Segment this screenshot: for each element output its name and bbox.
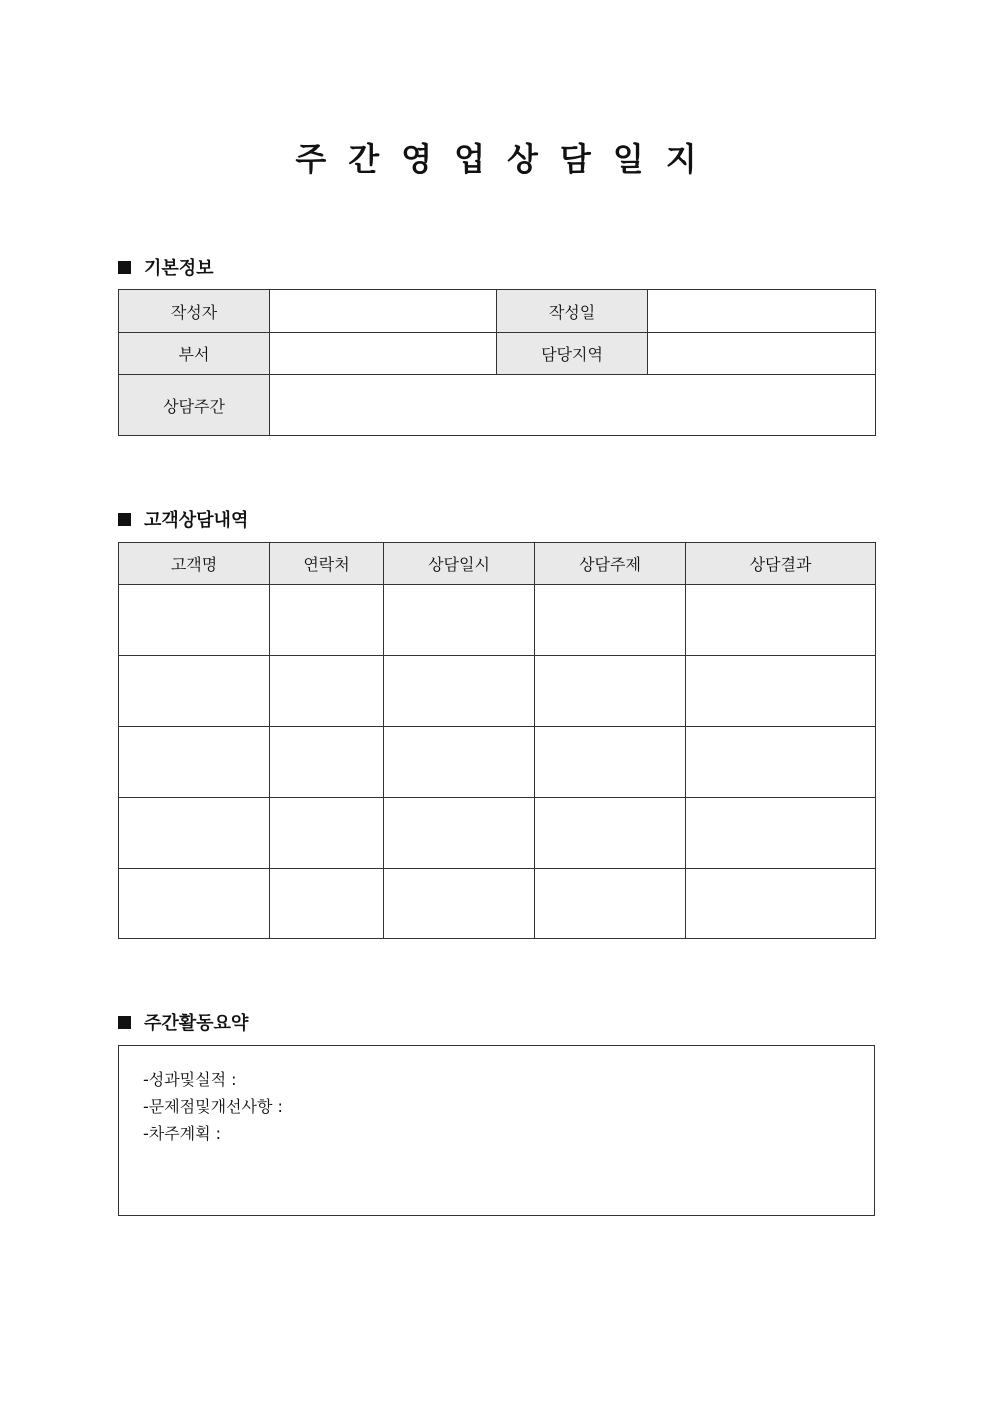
table-cell[interactable] [270,798,384,869]
table-cell[interactable] [535,656,686,727]
section-title-basic: 기본정보 [144,258,214,279]
date-field[interactable] [648,290,876,333]
section-title-customers: 고객상담내역 [144,510,249,531]
table-cell[interactable] [686,798,876,869]
table-cell[interactable] [270,585,384,656]
square-bullet-icon [118,261,131,274]
section-heading-customers [118,506,248,532]
section-title-summary: 주간활동요약 [144,1013,249,1034]
table-cell[interactable] [119,585,270,656]
summary-line-next-plan: -차주계획 : [143,1124,222,1143]
summary-box[interactable] [118,1045,875,1216]
region-field[interactable] [648,333,876,375]
table-cell[interactable] [270,656,384,727]
table-row [119,585,876,656]
column-header: 상담주제 [535,543,686,585]
table-cell[interactable] [384,869,535,939]
table-cell[interactable] [686,869,876,939]
week-label: 상담주간 [119,375,270,436]
table-row [119,869,876,939]
section-heading-basic [118,254,214,280]
square-bullet-icon [118,1016,131,1029]
section-heading-summary [118,1009,248,1035]
author-label: 작성자 [119,290,270,333]
table-cell[interactable] [119,869,270,939]
table-cell[interactable] [119,798,270,869]
basic-info-table [118,289,876,436]
week-field[interactable] [270,375,876,436]
table-cell[interactable] [270,869,384,939]
customer-table [118,542,876,939]
table-cell[interactable] [535,727,686,798]
table-cell[interactable] [535,869,686,939]
table-cell[interactable] [119,727,270,798]
column-header: 상담일시 [384,543,535,585]
table-cell[interactable] [686,727,876,798]
summary-line-results: -성과및실적 : [143,1070,237,1089]
page-title: 주간영업상담일지 [295,140,719,178]
author-field[interactable] [270,290,497,333]
table-cell[interactable] [270,727,384,798]
table-cell[interactable] [535,585,686,656]
table-cell[interactable] [119,656,270,727]
dept-label: 부서 [119,333,270,375]
column-header: 상담결과 [686,543,876,585]
column-header: 연락처 [270,543,384,585]
table-cell[interactable] [686,585,876,656]
dept-field[interactable] [270,333,497,375]
date-label: 작성일 [497,290,648,333]
table-cell[interactable] [686,656,876,727]
summary-line-issues: -문제점및개선사항 : [143,1097,283,1116]
table-cell[interactable] [535,798,686,869]
table-cell[interactable] [384,585,535,656]
square-bullet-icon [118,513,131,526]
column-header: 고객명 [119,543,270,585]
table-cell[interactable] [384,656,535,727]
table-row [119,798,876,869]
region-label: 담당지역 [497,333,648,375]
table-row [119,656,876,727]
table-cell[interactable] [384,727,535,798]
customer-table-header [119,543,876,585]
table-row [119,727,876,798]
table-cell[interactable] [384,798,535,869]
